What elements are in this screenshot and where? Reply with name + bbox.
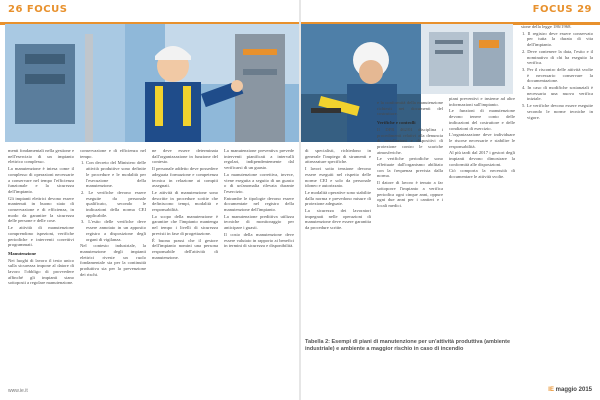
photo-illustration	[5, 24, 299, 142]
paragraph: Ciò comporta la necessità di documentare le attività svolte.	[449, 168, 515, 180]
list-item: 2. Deve contenere la data, l'esito e il nominativo di chi ha eseguito la verifica.	[522, 48, 593, 66]
paragraph: La manutenzione è intesa come il complesso di operazioni necessarie a conservare nel tempo l'efficienza funzionale e la sicurezza dell'impianto.	[8, 166, 74, 194]
footer-website: www.ie.it	[8, 388, 28, 394]
paragraph: Il costo della manutenzione deve essere valutato in rapporto ai benefici in termini di sicurezza e disponibilità.	[224, 231, 294, 249]
subheading: Verifiche e controlli	[377, 120, 416, 126]
paragraph: ne deve essere determinata dall'organizzazione in funzione del contesto.	[152, 148, 218, 165]
paragraph: La manutenzione preventiva prevede interventi pianificati a intervalli regolari, indipendentemente dal verificarsi di un guasto.	[224, 148, 294, 171]
paragraph: sione della legge 186/1968.	[521, 24, 572, 29]
paragraph: L'organizzazione deve individuare le risorse necessarie e stabilire le responsabilità.	[449, 132, 515, 149]
paragraph: piani preventivi e insieme ad altre informazioni sull'impianto.	[449, 96, 515, 107]
text-column-3	[152, 148, 218, 384]
paragraph: La sicurezza dei lavoratori impegnati nelle operazioni di manutenzione deve essere garantita da procedure scritte.	[305, 208, 371, 231]
text-column-5	[305, 148, 371, 334]
paragraph: La manutenzione predittiva utilizza tecniche di monitoraggio per anticipare i guasti.	[224, 213, 294, 231]
text-column-1	[8, 148, 74, 384]
section-title-left: 26 FOCUS	[8, 4, 68, 15]
paragraph: di specialisti, richiedono in generale l'impiego di strumenti e attrezzature specifiche.	[305, 148, 371, 165]
paragraph: Lo scopo della manutenzione è garantire che l'impianto mantenga nel tempo i livelli di sicurezza previsti in fase di progettazione.	[152, 213, 218, 236]
subheading: Manutenzione	[8, 250, 37, 256]
list-item: 3. L'esito delle verifiche deve essere annotato in un apposito registro a disposizione degli organi di vigilanza.	[81, 219, 146, 242]
text-column-8	[521, 24, 593, 384]
text-column-7	[449, 24, 515, 384]
paragraph: Le verifiche periodiche sono effettuate dall'organismo abilitato con la frequenza prevista dalla norma.	[377, 156, 443, 179]
paragraph: Le funzioni di manutenzione devono tenere conto delle indicazioni del costruttore e delle condizioni di esercizio.	[449, 108, 515, 131]
list-item: 1. Con decreto del Ministero delle attività produttive sono definite le procedure e le modalità per l'esecuzione della manutenzione.	[81, 160, 146, 189]
table-caption: Tabella 2: Esempi di piani di manutenzione per un'attività produttiva (ambiente industriale) e ambiente a maggior rischio in caso di incendio	[305, 339, 511, 352]
footer-brand: IE	[548, 387, 554, 393]
paragraph: menti fondamentali nella gestione e nell'esercizio di un impianto elettrico complesso.	[8, 148, 74, 165]
footer-date: maggio 2015	[555, 387, 592, 393]
list-item: 4. In caso di modifiche sostanziali è necessaria una nuova verifica iniziale.	[522, 85, 593, 102]
list-item: 2. Le verifiche devono essere eseguite da personale qualificato, secondo le indicazioni della norma CEI applicabile.	[81, 189, 146, 218]
paragraph: Le attività di manutenzione sono descritte in procedure scritte che definiscono tempi, modalità e responsabilità.	[152, 189, 218, 213]
paragraph: Il DPR 462/01 disciplina i procedimenti relativi alla denuncia di installazioni e dispositivi di protezione contro le scariche atmosferiche.	[377, 126, 443, 155]
text-column-4	[224, 148, 294, 384]
paragraph: Le attività di manutenzione comprendono ispezioni, verifiche periodiche e interventi correttivi programmati.	[8, 225, 74, 248]
paragraph: Le modalità operative sono stabilite dalla norma e prevedono misure di protezione adeguate.	[305, 189, 371, 207]
paragraph: Il personale addetto deve possedere adeguata formazione e competenza tecnica in relazione ai compiti assegnati.	[152, 166, 218, 189]
paragraph: Nei luoghi di lavoro il testo unico sulla sicurezza impone al datore di lavoro l'obbligo di provvedere affinché gli impianti siano sottoposti a regolare manutenzione.	[8, 257, 74, 286]
list-item: 1. Il registro deve essere conservato per tutta la durata di vita dell'impianto.	[522, 30, 593, 48]
text-column-6	[377, 100, 443, 334]
paragraph: Entrambe le tipologie devono essere documentate nel registro della manutenzione dell'impianto.	[224, 195, 294, 213]
paragraph: Al più tardi dal 2017 i gestori degli impianti devono dimostrare la conformità alle disposizioni.	[449, 150, 515, 167]
paragraph: È buona prassi che il gestore dell'impianto nomini una persona responsabile dell'attività di manutenzione.	[152, 237, 218, 260]
paragraph: Gli impianti elettrici devono essere mantenuti in buono stato di conservazione e di efficienza, in modo da garantire la sicurezza delle persone e delle cose.	[8, 195, 74, 224]
worker-in-industrial-plant-photo	[5, 24, 299, 142]
paragraph: I lavori sotto tensione devono essere eseguiti nel rispetto delle norme CEI e solo da personale idoneo e autorizzato.	[305, 166, 371, 189]
paragraph: e la conformità della manutenzione richiesti nei documenti del costruttore.	[377, 100, 443, 117]
list-item: 5. Le verifiche devono essere eseguite secondo le norme tecniche in vigore.	[522, 103, 593, 120]
text-column-2	[80, 148, 146, 384]
paragraph: La manutenzione correttiva, invece, viene eseguita a seguito di un guasto o di un'anomalia rilevata durante l'esercizio.	[224, 171, 294, 194]
paragraph: conservazione e di efficienza nel tempo.	[80, 148, 146, 159]
paragraph: Il datore di lavoro è tenuto a far sottoporre l'impianto a verifica periodica ogni cinque anni, oppure ogni due anni per i cantieri e i locali medici.	[377, 180, 443, 208]
paragraph: Nel contesto industriale, la manutenzione degli impianti elettrici riveste un ruolo fondamentale sia per la continuità produttiva sia per la prevenzione dei rischi.	[80, 243, 146, 277]
section-title-right: FOCUS 29	[532, 4, 592, 15]
list-item: 3. Per il riscontro delle attività svolte è necessario conservare la documentazione.	[522, 66, 593, 84]
footer-issue	[548, 387, 592, 393]
